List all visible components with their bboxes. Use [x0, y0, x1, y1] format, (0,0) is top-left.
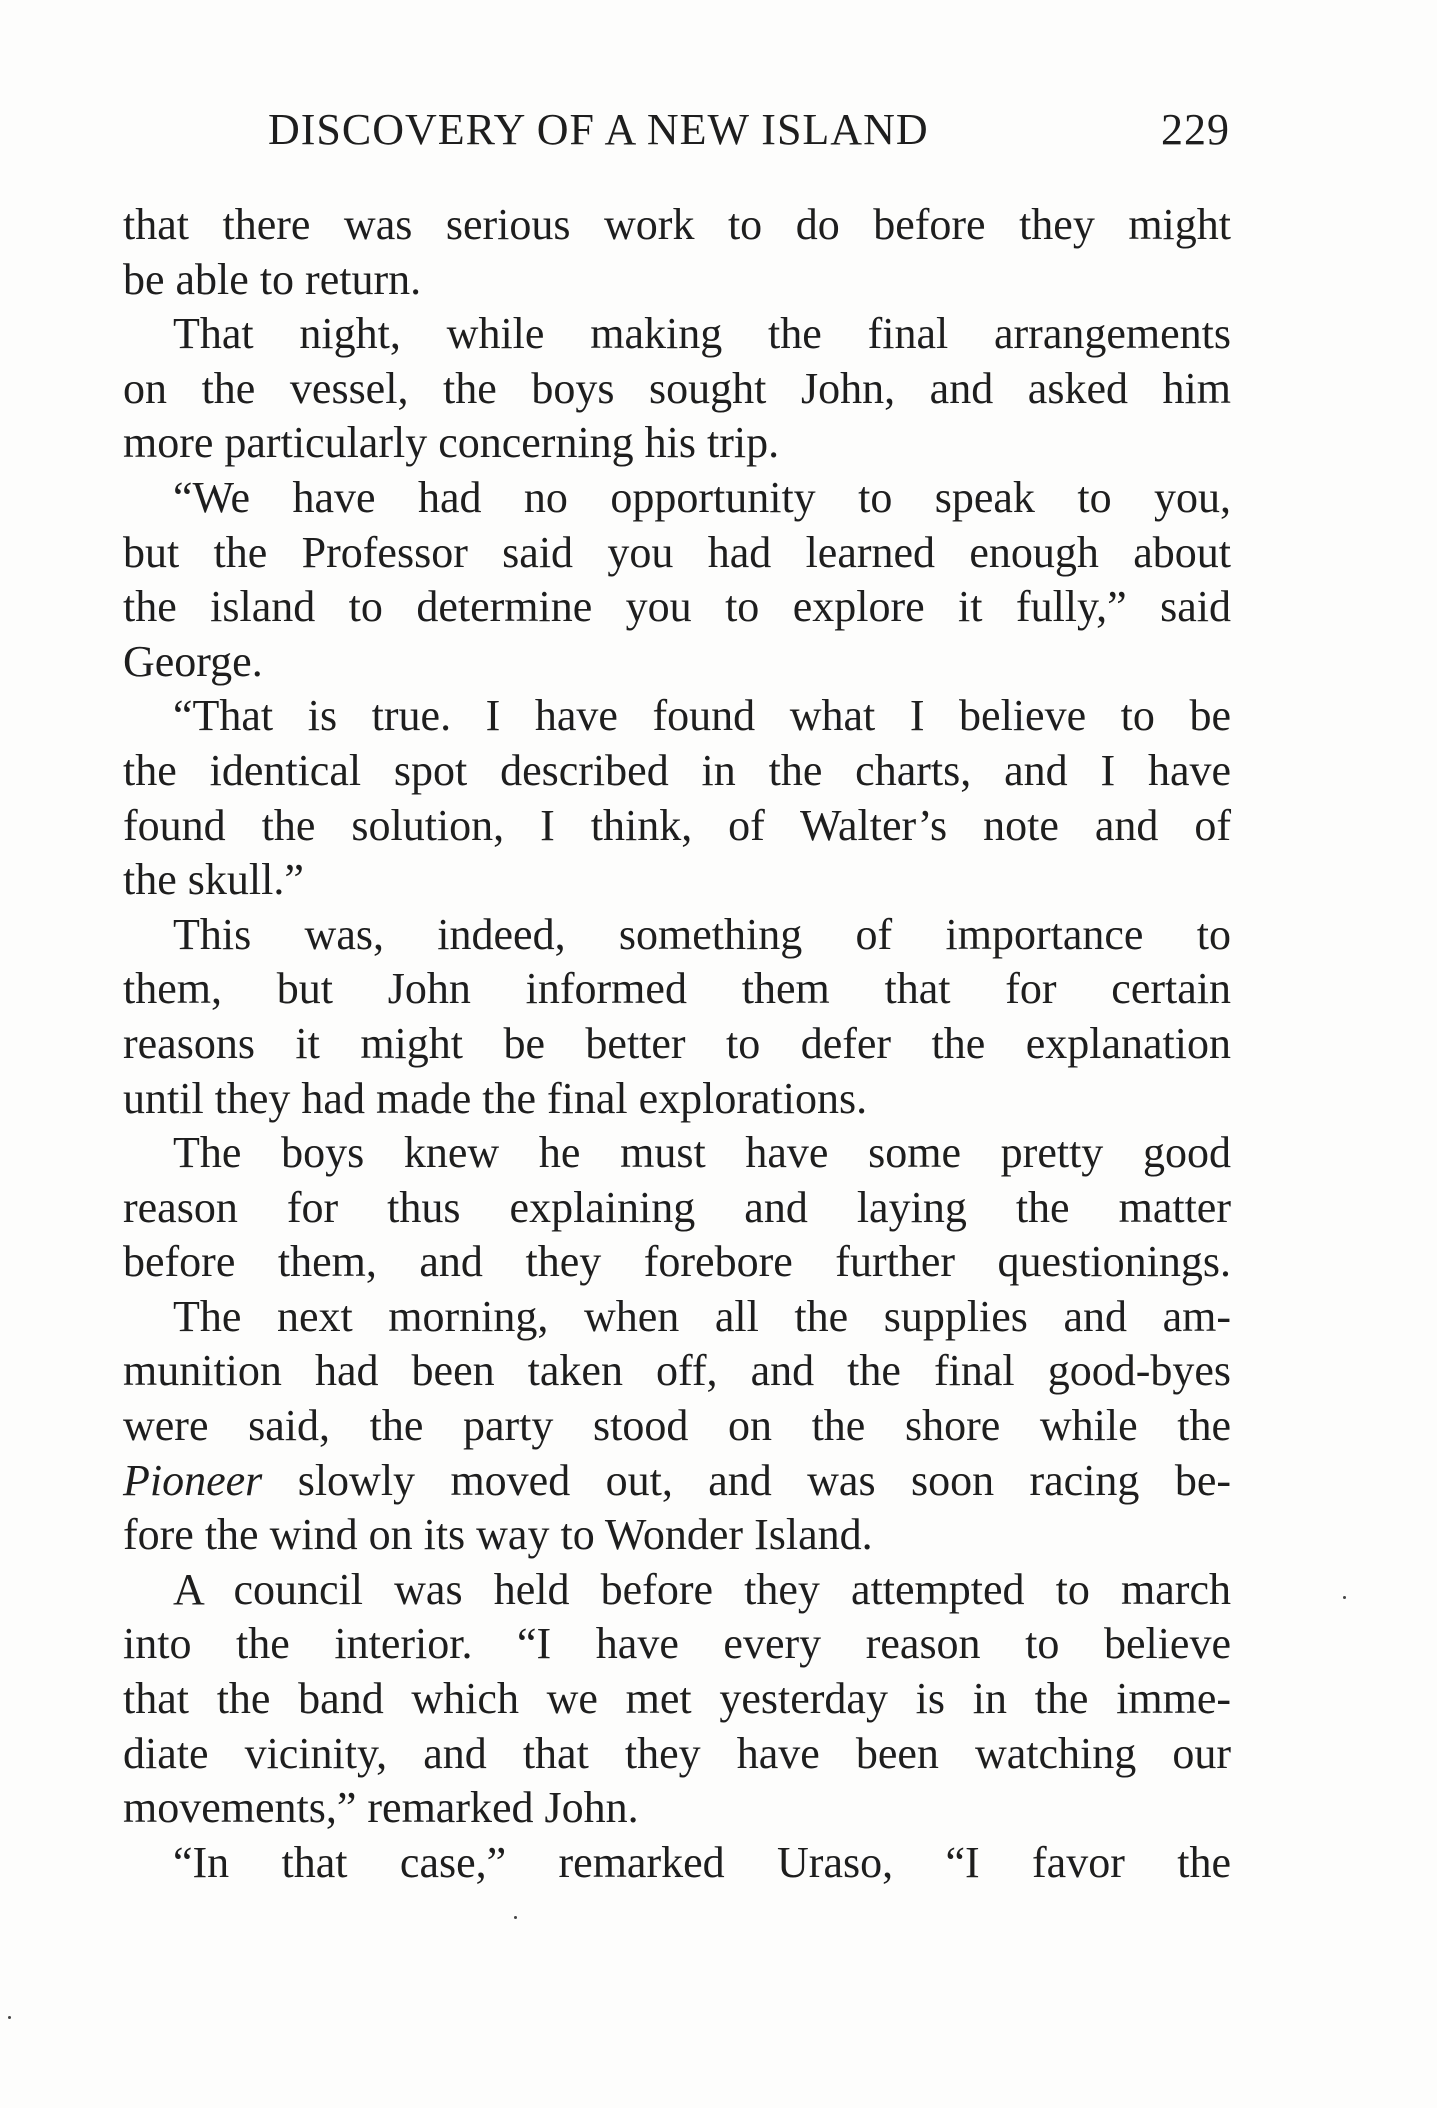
text-line: them, but John informed them that for certain: [123, 964, 1231, 1014]
text-line: diate vicinity, and that they have been watching our: [123, 1728, 1231, 1778]
page-header: [128, 104, 1230, 164]
text-line: fore the wind on its way to Wonder Island.: [123, 1510, 873, 1560]
running-head: DISCOVERY OF A NEW ISLAND: [268, 105, 929, 154]
ship-name: Pioneer: [123, 1455, 263, 1505]
text-line: more particularly concerning his trip.: [123, 418, 780, 468]
text-line: before them, and they forebore further questionings.: [123, 1237, 1231, 1287]
text-line: the identical spot described in the charts, and I have: [123, 745, 1231, 795]
paragraph-start-line: A council was held before they attempted to march: [173, 1564, 1231, 1614]
text-line: reasons it might be better to defer the explanation: [123, 1018, 1231, 1068]
text-line: that the band which we met yesterday is in the imme-: [123, 1674, 1231, 1724]
text-line: found the solution, I think, of Walter’s note and of: [123, 800, 1231, 850]
ink-speck: [514, 1916, 517, 1919]
text-line: be able to return.: [123, 254, 422, 304]
page-number: 229: [1161, 105, 1230, 154]
line-remainder: slowly moved out, and was soon racing be-: [297, 1455, 1232, 1505]
text-line: that there was serious work to do before they might: [123, 200, 1231, 249]
text-line: but the Professor said you had learned enough about: [123, 527, 1231, 577]
text-line: into the interior. “I have every reason to believe: [123, 1619, 1231, 1669]
paragraph-start-line: That night, while making the final arrangements: [173, 309, 1231, 359]
ink-speck: [8, 2016, 11, 2019]
text-line: until they had made the final explorations.: [123, 1073, 868, 1123]
text-line: on the vessel, the boys sought John, and asked him: [123, 363, 1231, 413]
paragraph-start-line: The next morning, when all the supplies and am-: [173, 1291, 1231, 1341]
paragraph-start-line: This was, indeed, something of importance to: [173, 909, 1231, 959]
paragraph-start-line: “In that case,” remarked Uraso, “I favor the: [173, 1837, 1231, 1887]
text-line: the island to determine you to explore it fully,” said: [123, 582, 1231, 632]
text-line: reason for thus explaining and laying the matter: [123, 1182, 1231, 1232]
text-line: the skull.”: [123, 855, 304, 905]
text-line: movements,” remarked John.: [123, 1783, 639, 1833]
paragraph-start-line: The boys knew he must have some pretty good: [173, 1128, 1231, 1178]
paragraph-start-line: “We have had no opportunity to speak to you,: [173, 472, 1231, 522]
text-line-with-italic: [123, 1454, 1231, 1509]
paragraph-start-line: “That is true. I have found what I believe to be: [173, 691, 1231, 741]
text-line: munition had been taken off, and the final good-byes: [123, 1346, 1231, 1396]
text-line: George.: [123, 636, 263, 686]
body-text: [123, 198, 1231, 1890]
ink-speck: [1343, 1596, 1346, 1599]
text-line: were said, the party stood on the shore while the: [123, 1401, 1231, 1451]
